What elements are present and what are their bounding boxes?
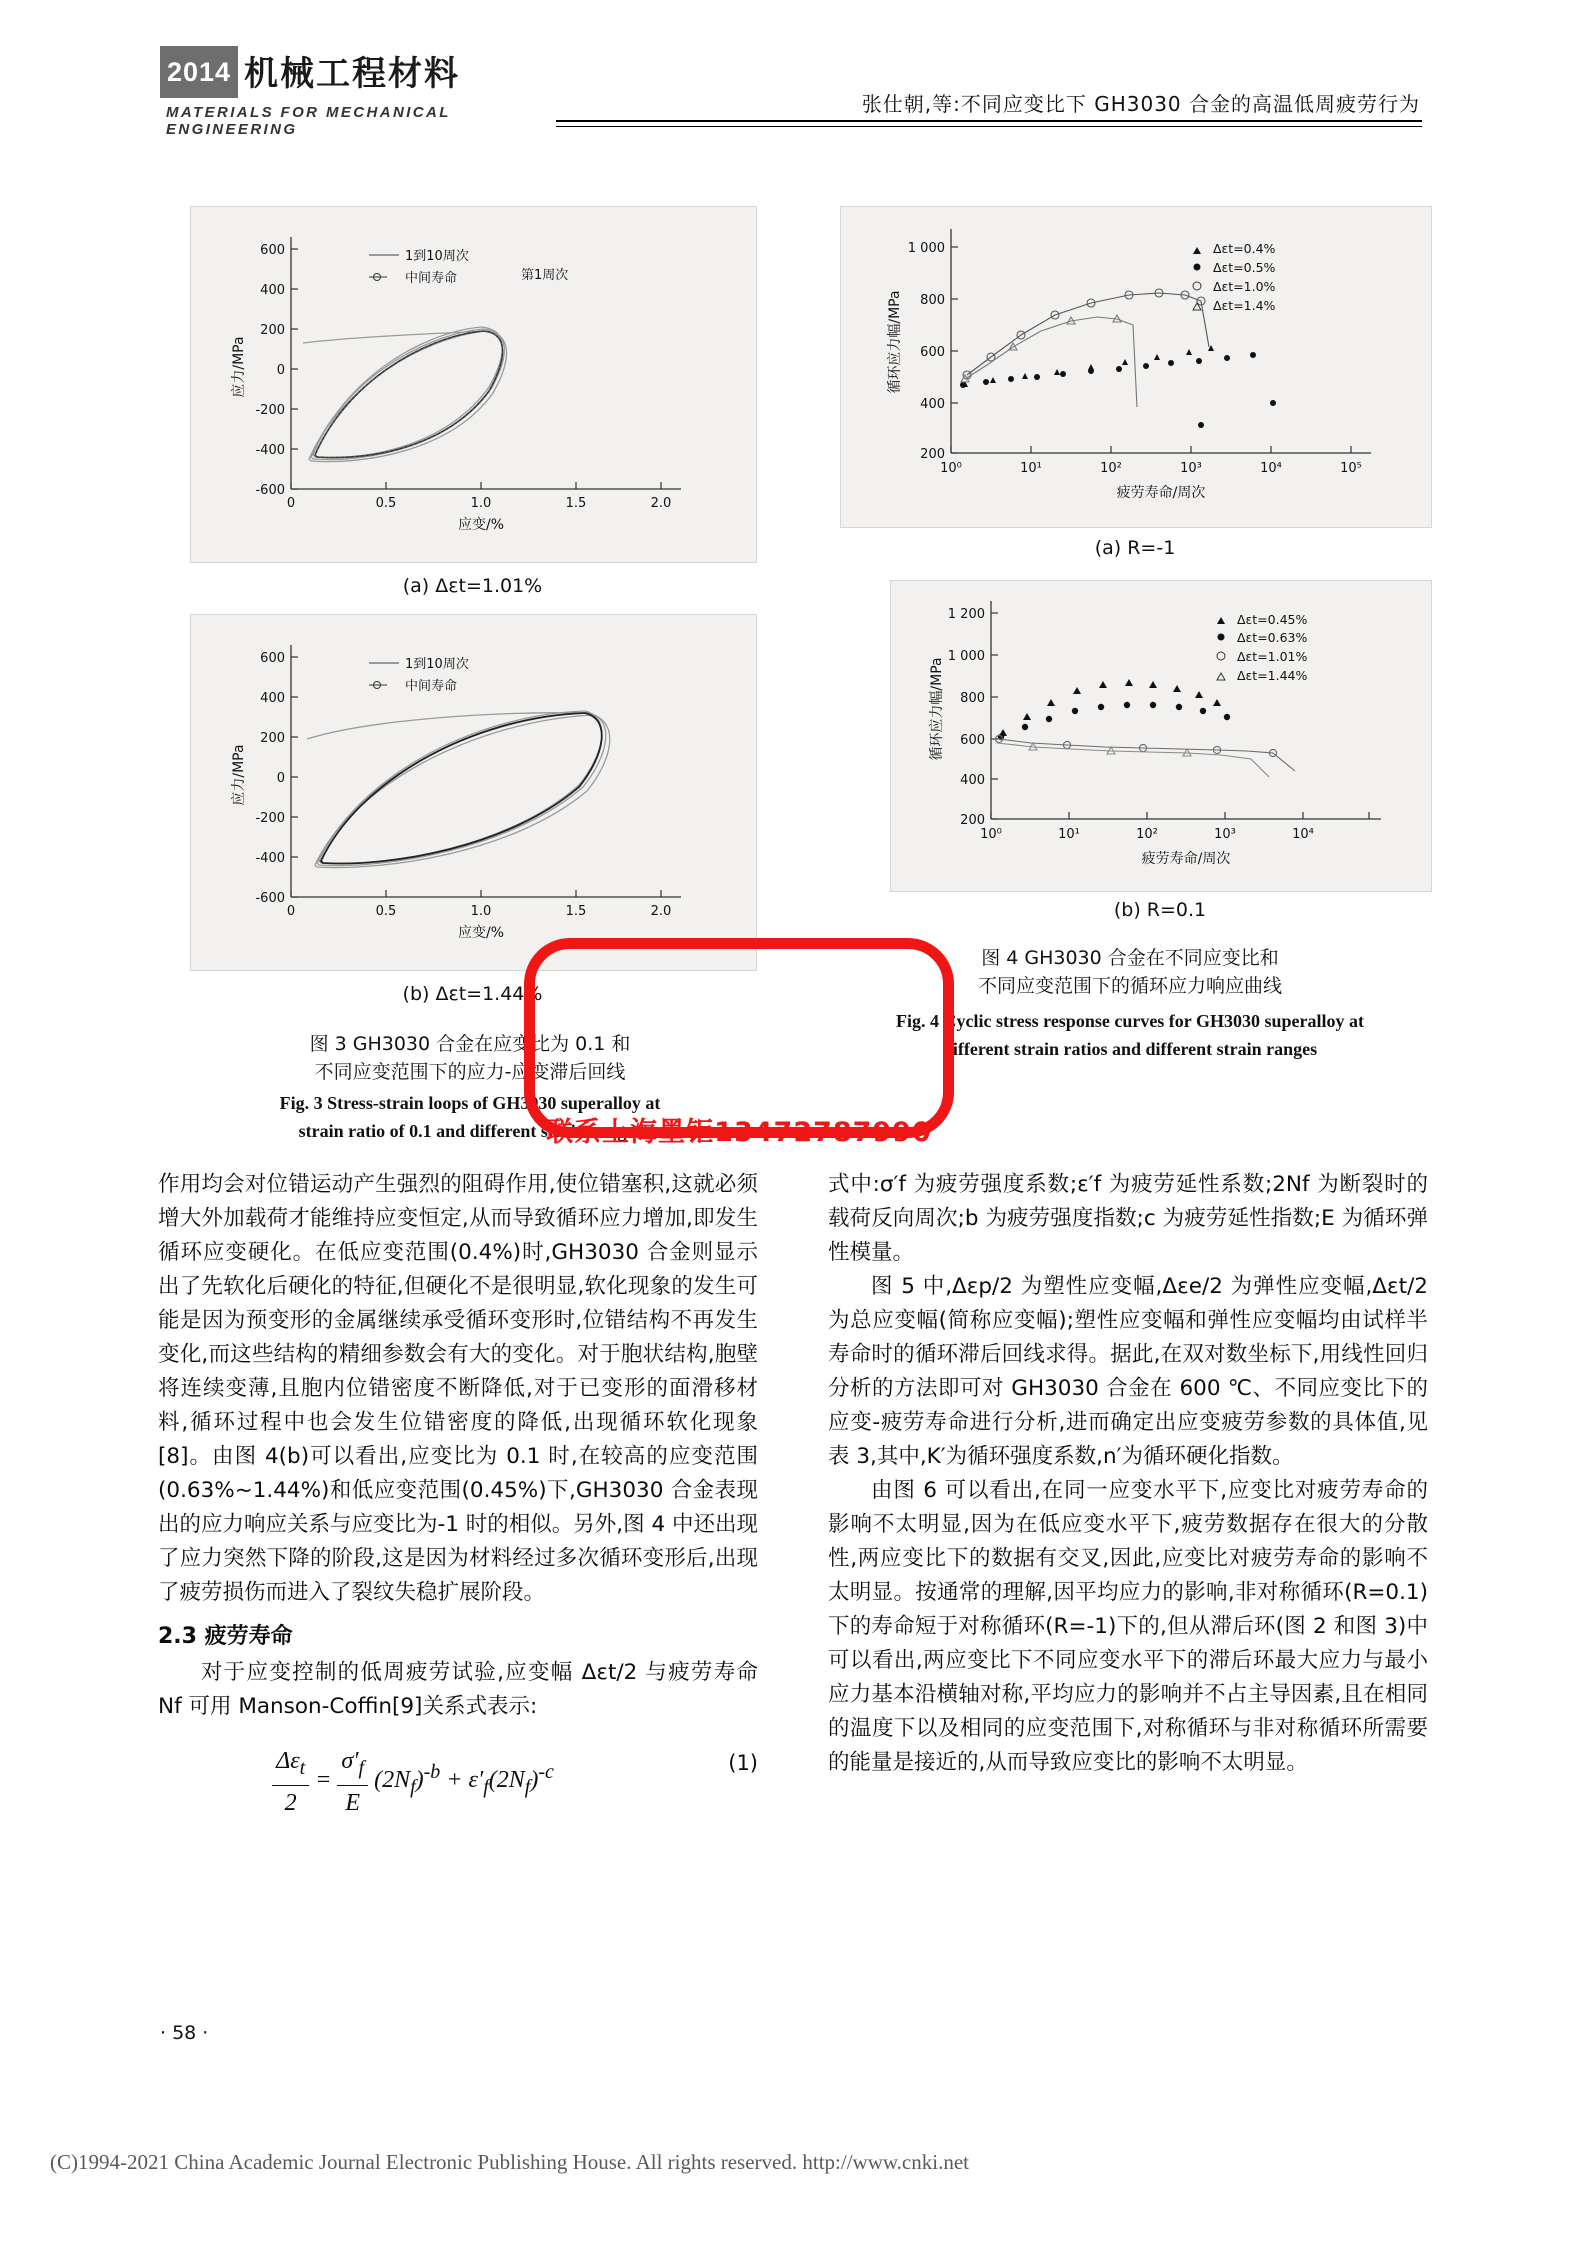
svg-text:10³: 10³ — [1180, 461, 1202, 476]
svg-text:Δεt=0.45%: Δεt=0.45% — [1237, 612, 1308, 627]
svg-text:0: 0 — [286, 496, 296, 511]
svg-text:中间寿命: 中间寿命 — [405, 271, 458, 286]
svg-text:800: 800 — [960, 691, 985, 706]
svg-text:1.5: 1.5 — [565, 904, 587, 919]
right-paragraph-2: 图 5 中,Δεp/2 为塑性应变幅,Δεe/2 为弹性应变幅,Δεt/2 为总应变幅(简称应变幅);塑性应变幅和弹性应变幅均由试样半寿命时的循环滞后回线求得。据此,在双对数坐标下,用线性回归分析的方法即可对 GH3030 合金在 600 ℃、不同应变比下的应变-疲劳寿命进行分析,进而确定出应变疲劳参数的具体值,见表 3,其中,K′为循环强度系数,n′为循环硬化指数。 — [828, 1274, 1428, 1469]
svg-text:Δεt=0.5%: Δεt=0.5% — [1213, 260, 1276, 275]
figure-3a — [190, 206, 757, 563]
svg-text:10⁴: 10⁴ — [1260, 461, 1282, 476]
figure-3-caption-cn-2: 不同应变范围下的应力-应变滞后回线 — [314, 1061, 626, 1083]
right-paragraph-3: 由图 6 可以看出,在同一应变水平下,应变比对疲劳寿命的影响不太明显,因为在低应变水平下,疲劳数据存在很大的分散性,两应变比下的数据有交叉,因此,应变比对疲劳寿命的影响不太明显。按通常的理解,因平均应力的影响,非对称循环(R=0.1)下的寿命短于对称循环(R=-1)下的,但从滞后环(图 2 和图 3)中可以看出,两应变比下不同应变水平下的滞后环最大应力与最小应力基本沿横轴对称,平均应力的影响并不占主导因素,且在相同的温度下以及相同的应变范围下,对称循环与非对称循环所需要的能量是接近的,从而导致应变比的影响不太明显。 — [828, 1478, 1428, 1775]
svg-text:600: 600 — [260, 243, 285, 258]
svg-text:2.0: 2.0 — [650, 496, 672, 511]
svg-text:1 000: 1 000 — [907, 241, 945, 256]
svg-text:10⁴: 10⁴ — [1292, 827, 1314, 842]
svg-text:0: 0 — [286, 904, 296, 919]
svg-text:2.0: 2.0 — [650, 904, 672, 919]
left-paragraph-1: 作用均会对位错运动产生强烈的阻碍作用,使位错塞积,这就必须增大外加载荷才能维持应变恒定,从而导致循环应力增加,即发生循环应变硬化。在低应变范围(0.4%)时,GH3030 合金则显示出了先软化后硬化的特征,但硬化不是很明显,软化现象的发生可能是因为预变形的金属继续承受循环变形时,位错结构不再发生变化,而这些结构的精细参数会有大的变化。对于胞状结构,胞壁将连续变薄,且胞内位错密度不断降低,对于已变形的面滑移材料,循环过程中也会发生位错密度的降低,出现循环软化现象[8]。由图 4(b)可以看出,应变比为 0.1 时,在较高的应变范围(0.63%~1.44%)和低应变范围(0.45%)下,GH3030 合金表现出的应力响应关系与应变比为-1 时的相似。另外,图 4 中还出现了应力突然下降的阶段,这是因为材料经过多次循环变形后,出现了疲劳损伤而进入了裂纹失稳扩展阶段。 — [158, 1172, 758, 1605]
left-paragraph-2: 对于应变控制的低周疲劳试验,应变幅 Δεt/2 与疲劳寿命 Nf 可用 Manson-Coffin[9]关系式表示: — [158, 1660, 758, 1719]
copyright-footer: (C)1994-2021 China Academic Journal Electronic Publishing House. All rights reserved. http://www.cnki.net — [50, 2150, 969, 2174]
svg-text:600: 600 — [960, 733, 985, 748]
svg-text:-400: -400 — [255, 443, 285, 458]
figure-4-caption-en-2: different strain ratios and different strain ranges — [942, 1039, 1318, 1059]
svg-text:Δεt=0.63%: Δεt=0.63% — [1237, 630, 1308, 645]
header-rule-thin — [556, 126, 1422, 127]
equation-1-number: (1) — [728, 1751, 758, 1775]
svg-text:Δεt=1.44%: Δεt=1.44% — [1237, 668, 1308, 683]
svg-text:-200: -200 — [255, 811, 285, 826]
logo-title-en: MATERIALS FOR MECHANICAL ENGINEERING — [166, 104, 451, 138]
masthead — [160, 42, 560, 138]
figure-4b-subcaption: (b) R=0.1 — [1113, 899, 1207, 921]
figure-3-caption-en-2: strain ratio of 0.1 and different strain ranges — [298, 1121, 642, 1141]
figure-3-caption-cn-1: 图 3 GH3030 合金在应变比为 0.1 和 — [309, 1033, 631, 1055]
svg-text:-600: -600 — [255, 483, 285, 498]
svg-text:1到10周次: 1到10周次 — [405, 249, 469, 264]
figure-4b — [890, 580, 1432, 892]
svg-text:10²: 10² — [1136, 827, 1158, 842]
svg-text:1 000: 1 000 — [947, 649, 985, 664]
svg-text:600: 600 — [260, 651, 285, 666]
svg-text:10¹: 10¹ — [1058, 827, 1080, 842]
svg-text:600: 600 — [920, 345, 945, 360]
figure-3b-subcaption: (b) Δεt=1.44% — [402, 983, 543, 1005]
figure-4-caption-en-1: Fig. 4 Cyclic stress response curves for GH3030 superalloy at — [896, 1011, 1364, 1031]
svg-text:循环应力幅/MPa: 循环应力幅/MPa — [929, 657, 945, 761]
svg-text:第1周次: 第1周次 — [521, 268, 569, 283]
figure-4-caption-cn-2: 不同应变范围下的循环应力响应曲线 — [977, 975, 1282, 997]
svg-text:疲劳寿命/周次: 疲劳寿命/周次 — [1141, 851, 1231, 867]
svg-text:10¹: 10¹ — [1020, 461, 1042, 476]
body-column-left — [158, 1168, 758, 1816]
figure-4a — [840, 206, 1432, 528]
svg-text:Δεt=1.4%: Δεt=1.4% — [1213, 298, 1276, 313]
svg-text:400: 400 — [920, 397, 945, 412]
svg-text:10⁰: 10⁰ — [940, 461, 962, 476]
figure-4a-subcaption: (a) R=-1 — [1094, 537, 1176, 559]
svg-text:-400: -400 — [255, 851, 285, 866]
svg-text:0: 0 — [276, 363, 285, 378]
svg-text:应力/MPa: 应力/MPa — [231, 744, 247, 806]
svg-text:疲劳寿命/周次: 疲劳寿命/周次 — [1116, 485, 1206, 501]
svg-text:400: 400 — [260, 283, 285, 298]
header-rule — [556, 120, 1422, 122]
svg-text:10⁵: 10⁵ — [1340, 461, 1362, 476]
svg-text:-600: -600 — [255, 891, 285, 906]
svg-text:应变/%: 应变/% — [457, 517, 505, 533]
svg-text:200: 200 — [960, 813, 985, 828]
svg-text:200: 200 — [920, 447, 945, 462]
svg-text:1.5: 1.5 — [565, 496, 587, 511]
figure-3a-subcaption: (a) Δεt=1.01% — [402, 575, 543, 597]
svg-text:1.0: 1.0 — [470, 496, 492, 511]
section-heading-2-3: 2.3 疲劳寿命 — [158, 1624, 293, 1649]
running-head: 张仕朝,等:不同应变比下 GH3030 合金的高温低周疲劳行为 — [861, 92, 1420, 116]
svg-text:800: 800 — [920, 293, 945, 308]
svg-text:0: 0 — [276, 771, 285, 786]
figure-4b-plot — [891, 581, 1431, 891]
body-column-right — [828, 1168, 1428, 1780]
svg-text:1 200: 1 200 — [947, 607, 985, 622]
svg-text:200: 200 — [260, 323, 285, 338]
svg-text:循环应力幅/MPa: 循环应力幅/MPa — [887, 290, 903, 394]
svg-text:10²: 10² — [1100, 461, 1122, 476]
svg-text:0.5: 0.5 — [375, 904, 397, 919]
svg-text:1.0: 1.0 — [470, 904, 492, 919]
logo-title-cn: 机械工程材料 — [244, 54, 460, 94]
page-number: · 58 · — [160, 2022, 209, 2044]
svg-text:0.5: 0.5 — [375, 496, 397, 511]
svg-text:200: 200 — [260, 731, 285, 746]
figure-3b-plot — [191, 615, 756, 970]
figure-4a-plot — [841, 207, 1431, 527]
svg-text:10³: 10³ — [1214, 827, 1236, 842]
svg-text:400: 400 — [260, 691, 285, 706]
svg-text:Δεt=1.01%: Δεt=1.01% — [1237, 649, 1308, 664]
watermark-stamp-text: 联系上海墨钜13472787990 — [546, 1117, 932, 1148]
svg-text:400: 400 — [960, 773, 985, 788]
figure-4-caption-cn-1: 图 4 GH3030 合金在不同应变比和 — [981, 947, 1279, 969]
svg-text:中间寿命: 中间寿命 — [405, 679, 458, 694]
svg-text:10⁰: 10⁰ — [980, 827, 1002, 842]
svg-text:1到10周次: 1到10周次 — [405, 657, 469, 672]
figure-3b — [190, 614, 757, 971]
svg-text:应力/MPa: 应力/MPa — [231, 336, 247, 398]
svg-text:-200: -200 — [255, 403, 285, 418]
equation-1: $\Delta\varepsilon_t$ 2 = $\frac{\sigma'_f}{E}$ $(2N_f)^{-b} + \varepsilon'_f(2N_f)^{-c}$ — [198, 1744, 628, 1820]
journal-logo — [160, 42, 560, 138]
right-paragraph-1: 式中:σ′f 为疲劳强度系数;ε′f 为疲劳延性系数;2Nf 为断裂时的载荷反向周次;b 为疲劳强度指数;c 为疲劳延性指数;E 为循环弹性模量。 — [828, 1172, 1428, 1265]
svg-text:Δεt=0.4%: Δεt=0.4% — [1213, 241, 1276, 256]
logo-year: 2014 — [160, 46, 238, 98]
figure-3-caption-en-1: Fig. 3 Stress-strain loops of GH3030 superalloy at — [279, 1093, 661, 1113]
svg-text:应变/%: 应变/% — [457, 925, 505, 941]
svg-text:Δεt=1.0%: Δεt=1.0% — [1213, 279, 1276, 294]
figure-3a-plot — [191, 207, 756, 562]
